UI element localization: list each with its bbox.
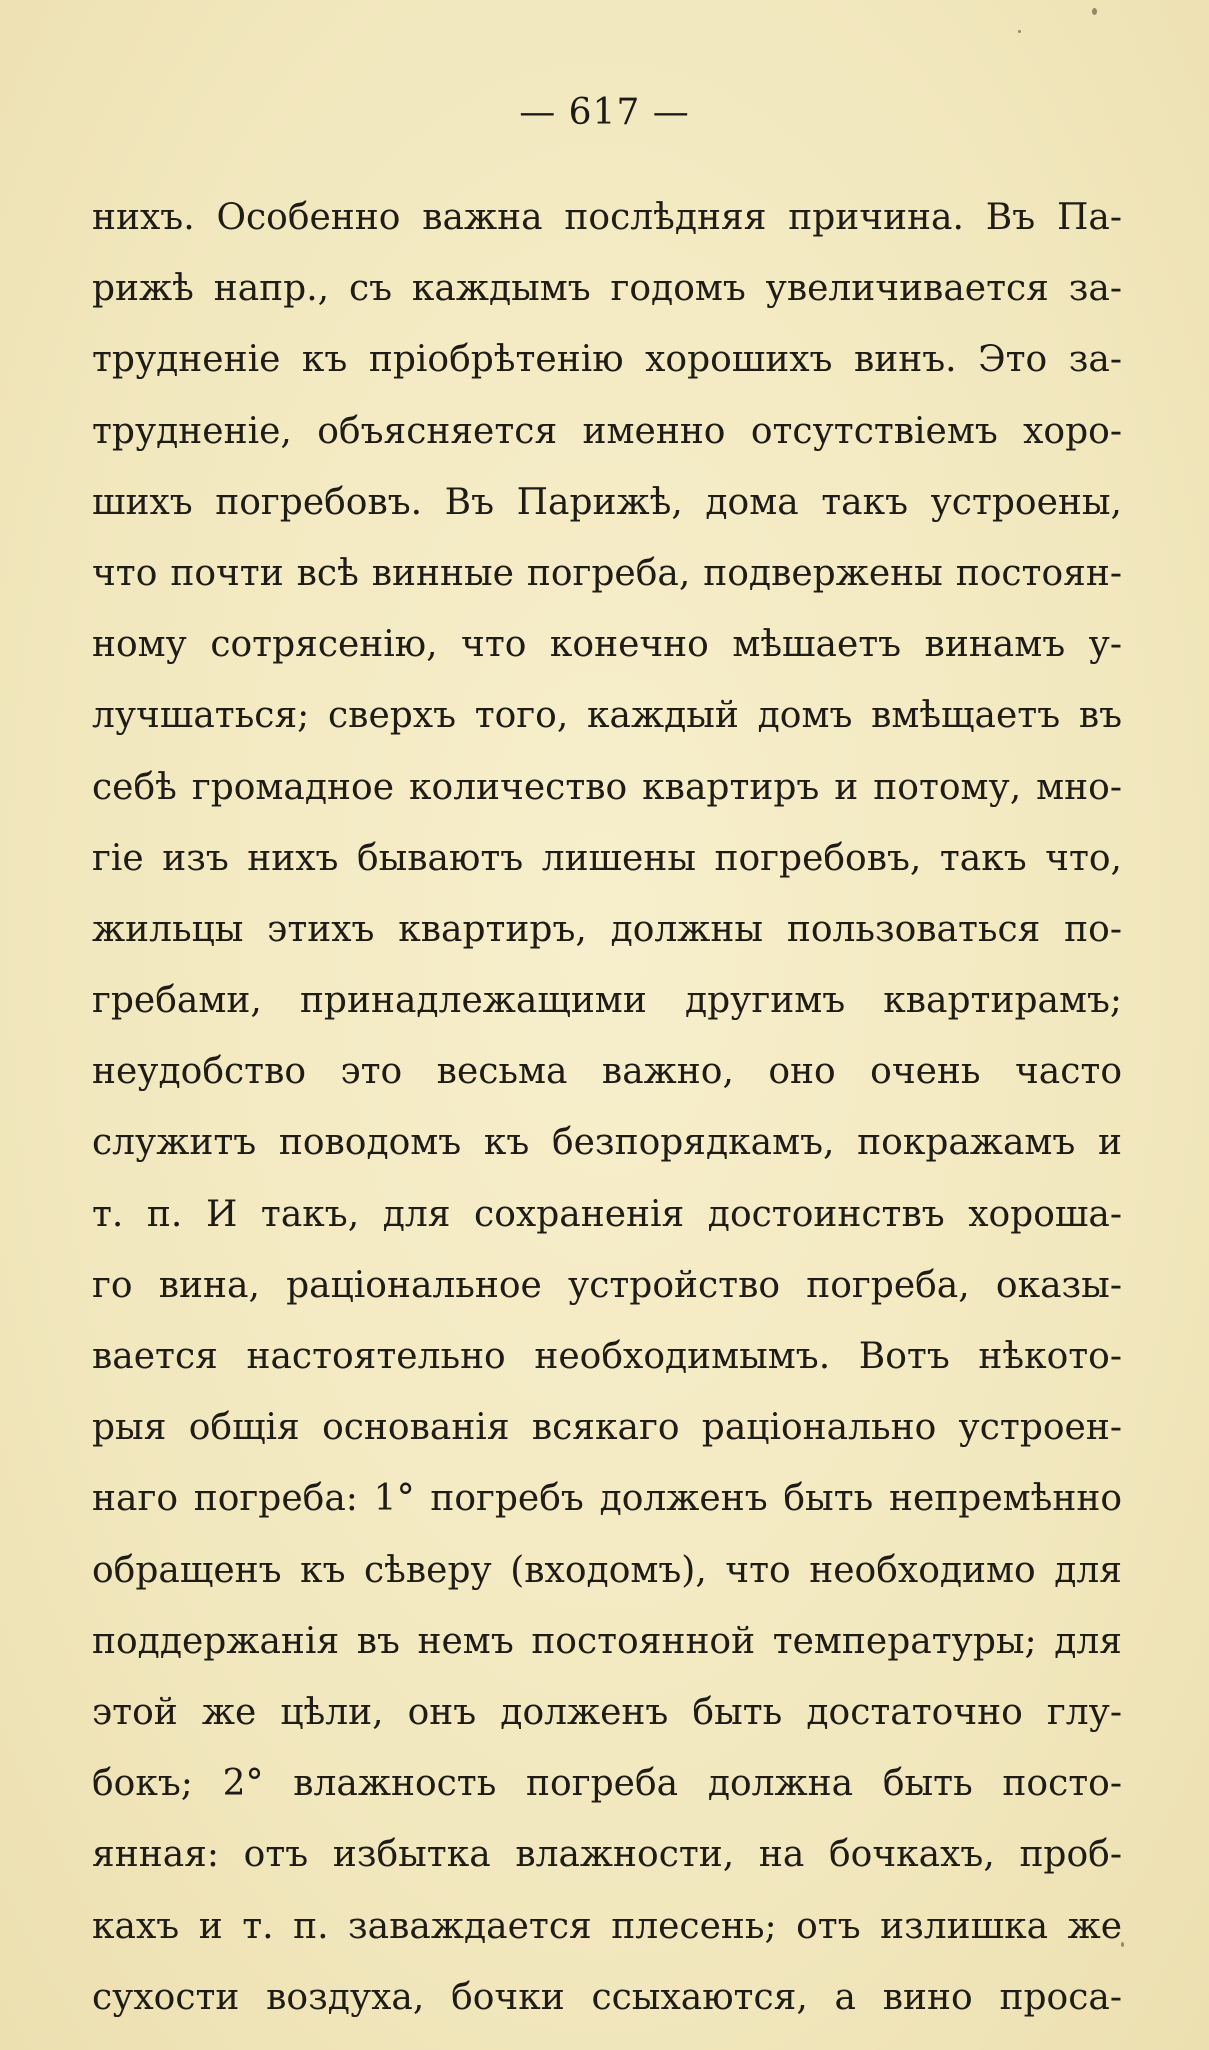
text-line: этой же цѣли, онъ долженъ быть достаточно глу- bbox=[92, 1691, 1122, 1733]
text-line: ному сотрясенію, что конечно мѣшаетъ винамъ у- bbox=[92, 624, 1122, 666]
text-line: бокъ; 2° влажность погреба должна быть посто- bbox=[92, 1763, 1122, 1805]
text-line: наго погреба: 1° погребъ долженъ быть непремѣнно bbox=[92, 1478, 1122, 1520]
text-line: жильцы этихъ квартиръ, должны пользоваться по- bbox=[92, 908, 1122, 950]
text-line: го вина, раціональное устройство погреба, оказы- bbox=[92, 1264, 1122, 1306]
text-line: янная: отъ избытка влажности, на бочкахъ, проб- bbox=[92, 1834, 1122, 1876]
text-line: гребами, принадлежащими другимъ квартирамъ; bbox=[92, 980, 1122, 1022]
body-text bbox=[92, 182, 1122, 2033]
text-line: т. п. И такъ, для сохраненія достоинствъ хороша- bbox=[92, 1193, 1122, 1235]
text-line: трудненіе, объясняется именно отсутствіемъ хоро- bbox=[92, 410, 1122, 452]
text-line: шихъ погребовъ. Въ Парижѣ, дома такъ устроены, bbox=[92, 481, 1122, 523]
page-number: — 617 — bbox=[519, 92, 690, 133]
ink-speck bbox=[1092, 8, 1097, 15]
text-line: служитъ поводомъ къ безпорядкамъ, покражамъ и bbox=[92, 1122, 1122, 1164]
text-line: себѣ громадное количество квартиръ и потому, мно- bbox=[92, 766, 1122, 808]
ink-speck bbox=[1018, 30, 1021, 33]
text-line: что почти всѣ винные погреба, подвержены постоян- bbox=[92, 552, 1122, 594]
text-line: неудобство это весьма важно, оно очень часто bbox=[92, 1051, 1122, 1093]
text-line: рижѣ напр., съ каждымъ годомъ увеличивается за- bbox=[92, 268, 1122, 310]
text-line: кахъ и т. п. заваждается плесень; отъ излишка же bbox=[92, 1905, 1122, 1947]
text-line: трудненіе къ пріобрѣтенію хорошихъ винъ. Это за- bbox=[92, 339, 1122, 381]
text-line: лучшаться; сверхъ того, каждый домъ вмѣщаетъ въ bbox=[92, 695, 1122, 737]
text-line: гіе изъ нихъ бываютъ лишены погребовъ, такъ что, bbox=[92, 837, 1122, 879]
text-line: вается настоятельно необходимымъ. Вотъ нѣкото- bbox=[92, 1336, 1122, 1377]
text-line: обращенъ къ сѣверу (входомъ), что необходимо для bbox=[92, 1549, 1122, 1591]
text-line: поддержанія въ немъ постоянной температуры; для bbox=[92, 1620, 1122, 1662]
text-line: рыя общія основанія всякаго раціонально устроен- bbox=[92, 1407, 1122, 1449]
text-line: сухости воздуха, бочки ссыхаются, а вино проса- bbox=[92, 1976, 1122, 2018]
text-line: нихъ. Особенно важна послѣдняя причина. Въ Па- bbox=[92, 197, 1122, 238]
